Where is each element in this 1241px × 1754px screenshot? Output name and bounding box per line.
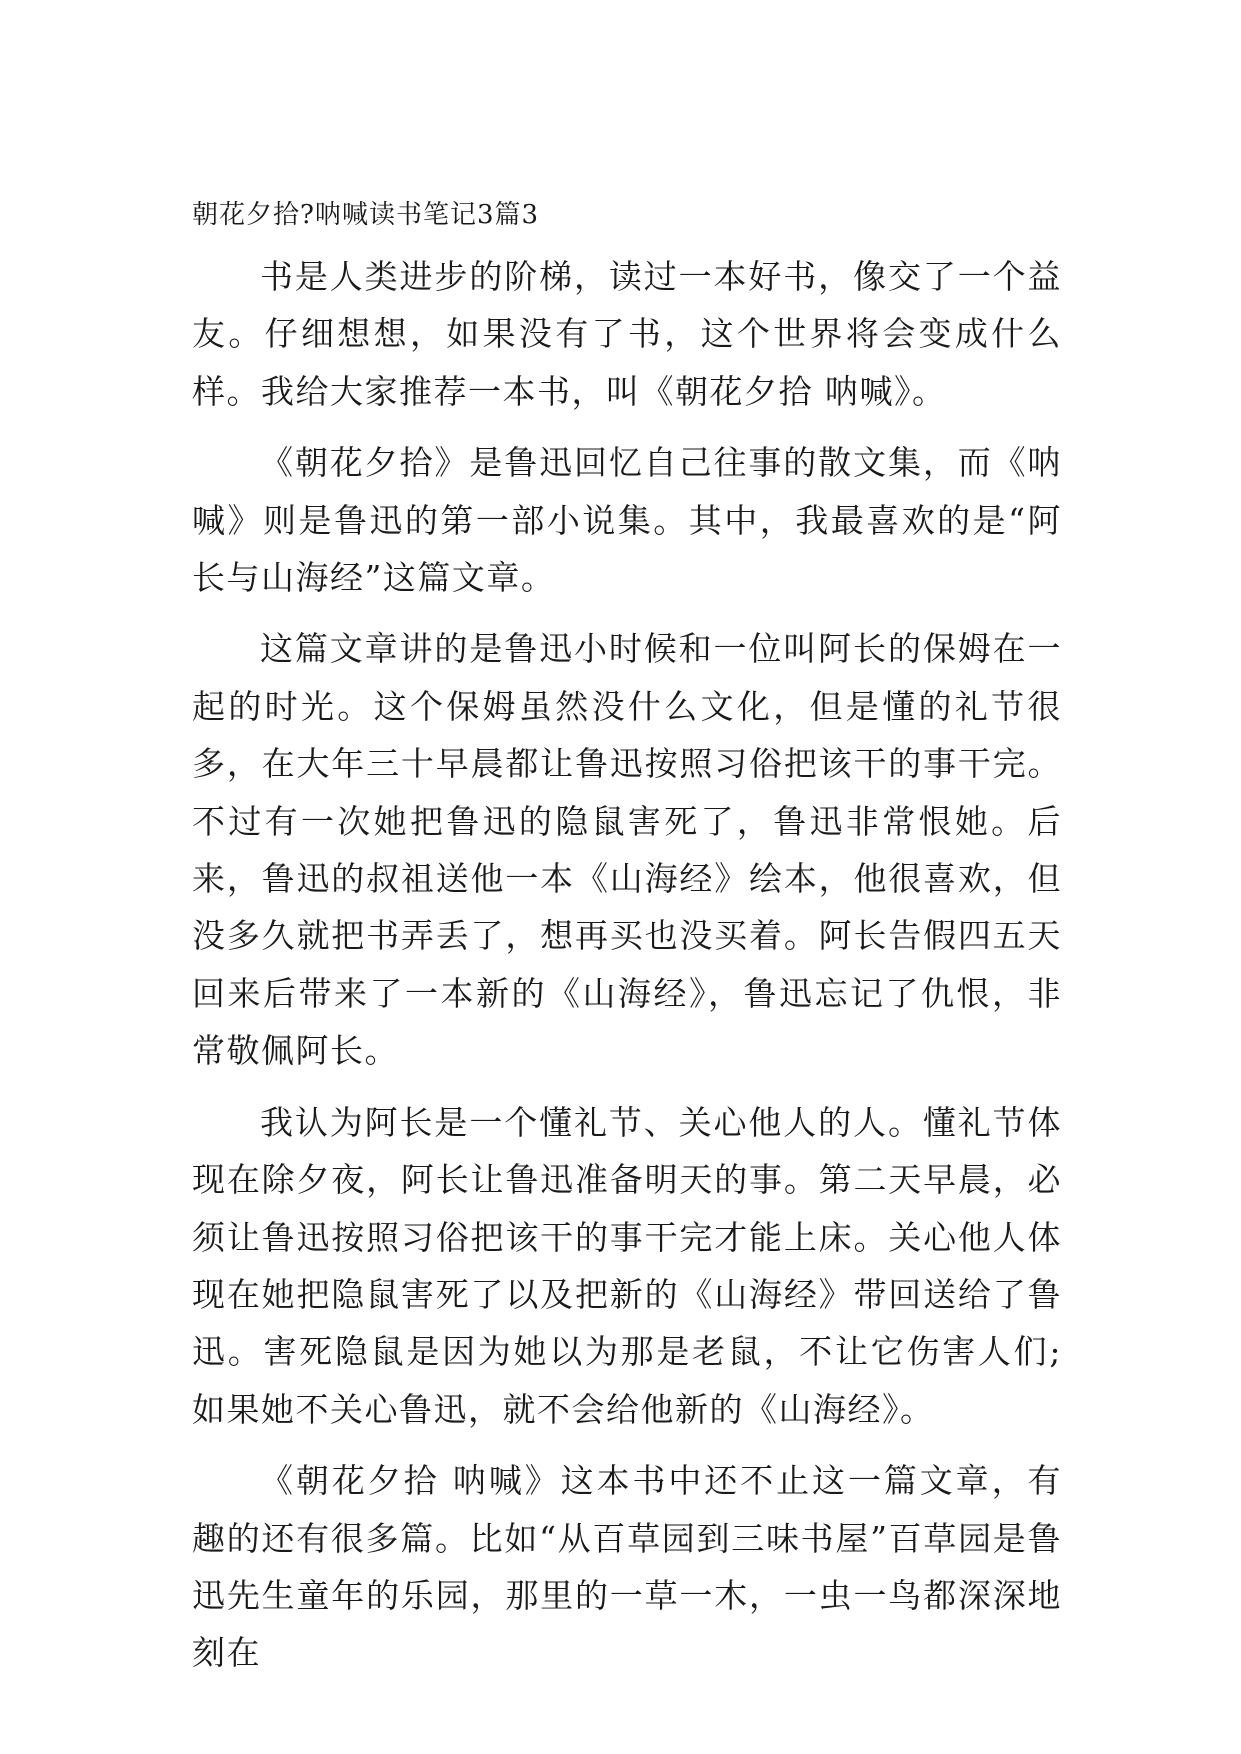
paragraph-3: 这篇文章讲的是鲁迅小时候和一位叫阿长的保姆在一起的时光。这个保姆虽然没什么文化，但是懂的礼节很多，在大年三十早晨都让鲁迅按照习俗把该干的事干完。不过有一次她把鲁迅的隐鼠害死了，鲁迅非常恨她。后来，鲁迅的叔祖送他一本《山海经》绘本，他很喜欢，但没多久就把书弄丢了，想再买也没买着。阿长告假四五天回来后带来了一本新的《山海经》，鲁迅忘记了仇恨，非常敬佩阿长。 (192, 629, 1062, 1071)
paragraph-4: 我认为阿长是一个懂礼节、关心他人的人。懂礼节体现在除夕夜，阿长让鲁迅准备明天的事。第二天早晨，必须让鲁迅按照习俗把该干的事干完才能上床。关心他人体现在她把隐鼠害死了以及把新的《山海经》带回送给了鲁迅。害死隐鼠是因为她以为那是老鼠，不让它伤害人们;如果她不关心鲁迅，就不会给他新的《山海经》。 (192, 1102, 1062, 1429)
document-body (192, 190, 1062, 1682)
paragraph-2: 《朝花夕拾》是鲁迅回忆自己往事的散文集，而《呐喊》则是鲁迅的第一部小说集。其中，我最喜欢的是“阿长与山海经”这篇文章。 (192, 443, 1062, 598)
paragraph-5: 《朝花夕拾 呐喊》这本书中还不止这一篇文章，有趣的还有很多篇。比如“从百草园到三味书屋”百草园是鲁迅先生童年的乐园，那里的一草一木，一虫一鸟都深深地刻在 (192, 1461, 1062, 1673)
paragraph-1: 书是人类进步的阶梯，读过一本好书，像交了一个益友。仔细想想，如果没有了书，这个世界将会变成什么样。我给大家推荐一本书，叫《朝花夕拾 呐喊》。 (192, 257, 1062, 411)
document-title: 朝花夕拾?呐喊读书笔记3篇3 (192, 200, 540, 230)
